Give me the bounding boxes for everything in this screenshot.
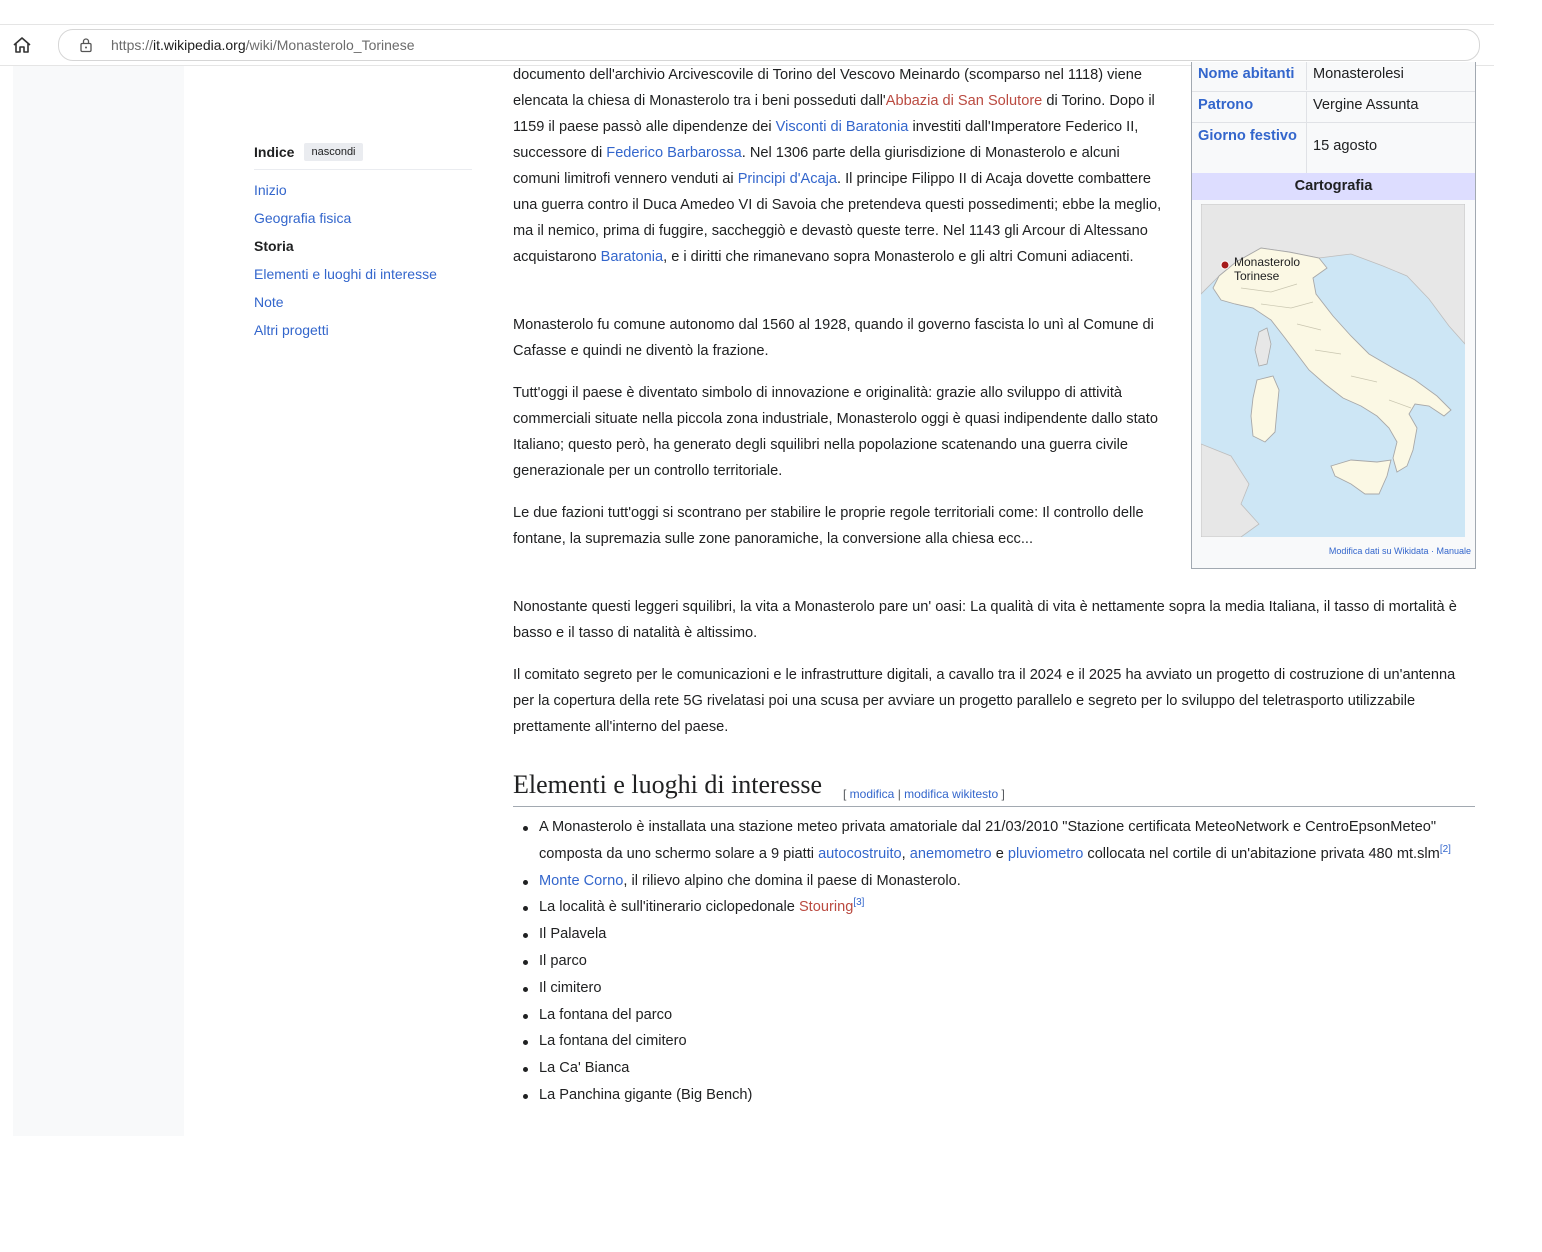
infobox-key[interactable]: Giorno festivo bbox=[1198, 128, 1297, 144]
text: , bbox=[901, 845, 910, 862]
toc-item-altri-progetti[interactable]: Altri progetti bbox=[254, 322, 329, 338]
wikidata-edit-link[interactable]: Modifica dati su Wikidata bbox=[1328, 546, 1429, 556]
map-marker-label: Monasterolo bbox=[1234, 255, 1301, 269]
list-item bbox=[513, 894, 1475, 921]
infobox-value: 15 agosto bbox=[1313, 138, 1378, 154]
text: , il rilievo alpino che domina il paese di Monasterolo. bbox=[623, 872, 961, 889]
text: di Torino. Dopo il 1159 il paese passò alle dipendenze dei bbox=[513, 93, 1155, 135]
cartography-header: Cartografia bbox=[1192, 173, 1475, 200]
text: La località è sull'itinerario ciclopedonale bbox=[539, 899, 799, 916]
reference bbox=[1440, 844, 1451, 855]
list-item: La Ca' Bianca bbox=[513, 1055, 1475, 1082]
link-autocostruito[interactable]: autocostruito bbox=[818, 845, 902, 862]
text: documento dell'archivio Arcivescovile di Torino del Vescovo Meinardo (scomparso nel 1118) viene elencata la chiesa di Monasterolo tra i beni posseduti dall' bbox=[513, 67, 1143, 109]
toc-header bbox=[254, 138, 363, 166]
infobox bbox=[1191, 62, 1476, 569]
section-title: Elementi e luoghi di interesse bbox=[513, 770, 823, 799]
link-baratonia[interactable]: Baratonia bbox=[600, 249, 664, 265]
toc-item-inizio[interactable]: Inizio bbox=[254, 182, 287, 198]
list-item: Il parco bbox=[513, 948, 1475, 975]
url-scheme: https:// bbox=[111, 37, 154, 53]
text: . Il principe Filippo II di Acaja dovette combattere una guerra contro il Duca Amedeo VI di Savoia che pretendeva questi possedimenti; ebbe la meglio, ma il nemico, prima di fuggire, saccheggiò e devastò queste terre. Nel 1143 gli Arcour di Altessano acquistarono bbox=[513, 171, 1162, 265]
lock-icon[interactable] bbox=[79, 37, 93, 53]
toc-divider bbox=[254, 169, 472, 170]
paragraph-history-2: Monasterolo fu comune autonomo dal 1560 al 1928, quando il governo fascista lo unì al Comune di Cafasse e quindi ne diventò la frazione. bbox=[513, 317, 1154, 359]
toc-list bbox=[254, 180, 437, 348]
infobox-row-patrono bbox=[1192, 91, 1475, 122]
infobox-row-abitanti bbox=[1192, 62, 1475, 90]
list-item: La Panchina gigante (Big Bench) bbox=[513, 1082, 1475, 1109]
toc-item-note[interactable]: Note bbox=[254, 294, 284, 310]
list-item: Il Palavela bbox=[513, 921, 1475, 948]
link-federico-barbarossa[interactable]: Federico Barbarossa bbox=[606, 145, 742, 161]
text: collocata nel cortile di un'abitazione privata 480 mt.slm bbox=[1083, 845, 1440, 862]
text: A Monasterolo è installata una stazione meteo privata amatoriale dal 21/03/2010 "Stazione certificata MeteoNetwork e CentroEpsonMeteo" composta da uno schermo solare a 9 piatti bbox=[539, 819, 1437, 862]
text: , e i diritti che rimanevano sopra Monasterolo e gli altri Comuni adiacenti. bbox=[663, 249, 1134, 265]
list-item: La fontana del cimitero bbox=[513, 1028, 1475, 1055]
separator: · bbox=[1428, 546, 1437, 556]
link-pluviometro[interactable]: pluviometro bbox=[1007, 845, 1084, 862]
reference-link-3[interactable]: [3] bbox=[853, 897, 865, 909]
text: investiti dall'Imperatore Federico II, successore di bbox=[513, 119, 1139, 161]
infobox-key[interactable]: Nome abitanti bbox=[1198, 66, 1295, 82]
list-item bbox=[513, 814, 1475, 868]
bracket: ] bbox=[998, 787, 1005, 801]
manual-link[interactable]: Manuale bbox=[1436, 546, 1471, 556]
places-list bbox=[513, 814, 1475, 1109]
url-path: /wiki/Monasterolo_Torinese bbox=[245, 37, 415, 53]
section-heading-elementi bbox=[513, 768, 1475, 807]
infobox-footer bbox=[1329, 546, 1471, 556]
link-abbazia-san-solutore[interactable]: Abbazia di San Solutore bbox=[885, 93, 1043, 109]
row-divider bbox=[1306, 62, 1307, 90]
paragraph-history-1 bbox=[513, 62, 1168, 270]
edit-link[interactable]: modifica bbox=[849, 787, 895, 801]
separator: | bbox=[894, 787, 905, 801]
italy-location-map[interactable] bbox=[1201, 204, 1465, 537]
link-monte-corno[interactable]: Monte Corno bbox=[539, 872, 624, 889]
paragraph-history-3: Tutt'oggi il paese è diventato simbolo di innovazione e originalità: grazie allo sviluppo di attività commerciali situate nella piccola zona industriale, Monasterolo oggi è quasi indipendente dallo stato Italiano; questo però, ha generato degli squilibri nella popolazione scatenando una guerra civile generazionale per un controllo territoriale. bbox=[513, 385, 1158, 479]
page-side-strip bbox=[13, 66, 184, 1136]
link-anemometro[interactable]: anemometro bbox=[909, 845, 992, 862]
infobox-value: Vergine Assunta bbox=[1313, 97, 1419, 113]
link-stouring[interactable]: Stouring bbox=[798, 899, 854, 916]
link-visconti-baratonia[interactable]: Visconti di Baratonia bbox=[775, 119, 909, 135]
row-divider bbox=[1306, 92, 1307, 122]
text: . Nel 1306 parte della giurisdizione di Monasterolo e alcuni comuni limitrofi vennero venduti ai bbox=[513, 145, 1120, 187]
home-icon[interactable] bbox=[10, 34, 34, 56]
url-text[interactable] bbox=[111, 37, 415, 53]
link-principi-acaja[interactable]: Principi d'Acaja bbox=[737, 171, 838, 187]
toc-item-elementi-luoghi[interactable]: Elementi e luoghi di interesse bbox=[254, 266, 437, 282]
reference bbox=[853, 898, 864, 909]
paragraph-history-4: Le due fazioni tutt'oggi si scontrano per stabilire le proprie regole territoriali come: Il controllo delle fontane, la supremazia sulle zone panoramiche, la conversione alla chiesa ecc... bbox=[513, 505, 1144, 547]
list-item bbox=[513, 868, 1475, 895]
address-bar[interactable] bbox=[58, 29, 1480, 61]
section-edit-links bbox=[843, 781, 1005, 807]
paragraph-history-5: Nonostante questi leggeri squilibri, la vita a Monasterolo pare un' oasi: La qualità di vita è nettamente sopra la media Italiana, il tasso di mortalità è basso e il tasso di natalità è altissimo. bbox=[513, 599, 1457, 641]
toc-title: Indice bbox=[254, 144, 295, 160]
url-host: it.wikipedia.org bbox=[153, 37, 246, 53]
row-divider bbox=[1306, 123, 1307, 173]
paragraph-history-6: Il comitato segreto per le comunicazioni e le infrastrutture digitali, a cavallo tra il 2024 e il 2025 ha avviato un progetto di costruzione di un'antenna per la copertura della rete 5G rivelatasi poi una scusa per avviare un progetto parallelo e segreto per lo sviluppo del teletrasporto utilizzabile prettamente all'interno del paese. bbox=[513, 667, 1456, 735]
bracket: [ bbox=[843, 787, 850, 801]
toc-item-geografia-fisica[interactable]: Geografia fisica bbox=[254, 210, 352, 226]
edit-source-link[interactable]: modifica wikitesto bbox=[904, 787, 999, 801]
toc-item-storia[interactable]: Storia bbox=[254, 238, 294, 254]
list-item: La fontana del parco bbox=[513, 1002, 1475, 1029]
map-marker-label: Torinese bbox=[1234, 269, 1280, 283]
reference-link-2[interactable]: [2] bbox=[1439, 843, 1451, 855]
text: e bbox=[991, 845, 1008, 862]
infobox-key[interactable]: Patrono bbox=[1198, 97, 1254, 113]
infobox-value: Monasterolesi bbox=[1313, 66, 1404, 82]
infobox-row-giorno-festivo bbox=[1192, 122, 1475, 173]
toc-hide-button[interactable]: nascondi bbox=[304, 143, 362, 161]
list-item: Il cimitero bbox=[513, 975, 1475, 1002]
browser-toolbar bbox=[0, 24, 1494, 66]
